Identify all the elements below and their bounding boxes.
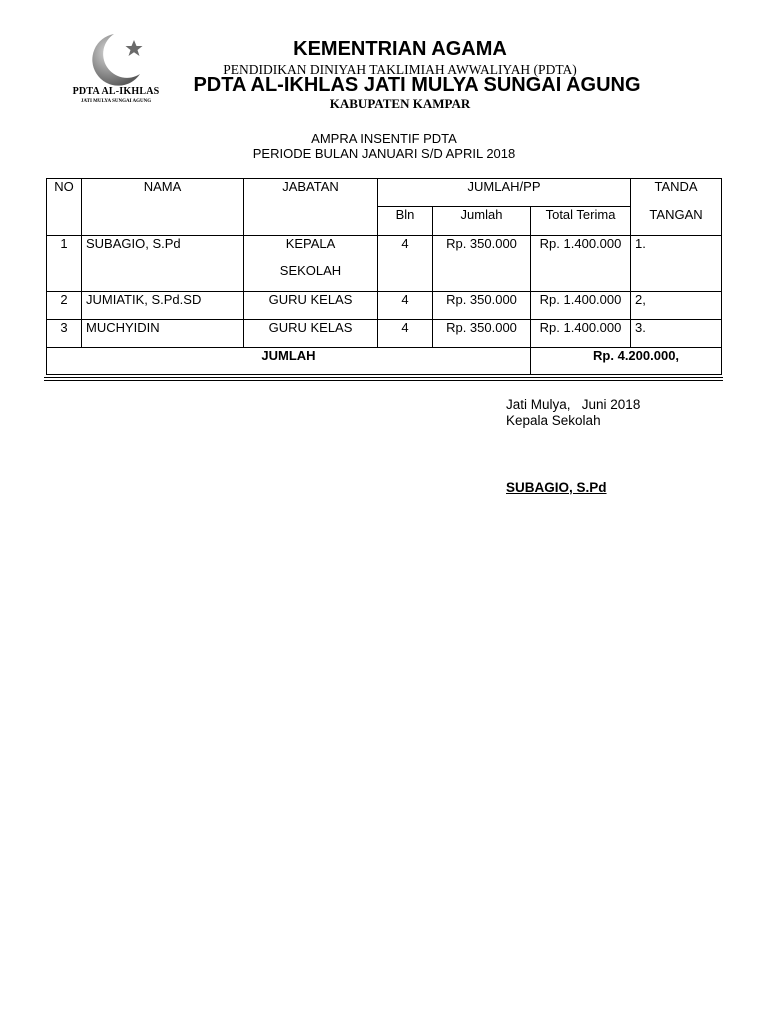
header-jabatan: JABATAN (244, 179, 378, 236)
header-ministry: KEMENTRIAN AGAMA (293, 38, 507, 60)
row-nama: MUCHYIDIN (82, 320, 244, 348)
header-jumlah: Jumlah (433, 207, 531, 236)
row-no: 3 (47, 320, 82, 348)
header-no: NO (47, 179, 82, 236)
row-jabatan-line2: SEKOLAH (279, 263, 342, 278)
row-no: 1 (47, 236, 82, 292)
row-jabatan (244, 236, 378, 292)
signature-place-date: Jati Mulya, Juni 2018 (506, 397, 641, 412)
row-jumlah: Rp. 350.000 (433, 236, 531, 292)
row-nama: SUBAGIO, S.Pd (82, 236, 244, 292)
logo-subtitle: JATI MULYA SUNGAI AGUNG (80, 99, 152, 104)
table-row (47, 236, 722, 292)
incentive-table (46, 178, 722, 375)
row-jabatan: GURU KELAS (244, 320, 378, 348)
row-jumlah: Rp. 350.000 (433, 320, 531, 348)
row-jumlah: Rp. 350.000 (433, 292, 531, 320)
row-no: 2 (47, 292, 82, 320)
header-nama: NAMA (82, 179, 244, 236)
signature-role: Kepala Sekolah (506, 413, 601, 428)
row-bln: 4 (378, 292, 433, 320)
school-logo (62, 32, 170, 108)
row-tanda-tangan: 1. (631, 236, 722, 292)
total-label: JUMLAH (47, 348, 531, 375)
header-regency: KABUPATEN KAMPAR (329, 96, 471, 111)
header-program: PENDIDIKAN DINIYAH TAKLIMIAH AWWALIYAH (PDTA) (223, 62, 577, 77)
table-bottom-rule (44, 377, 723, 381)
table-total-row (47, 348, 722, 375)
row-nama: JUMIATIK, S.Pd.SD (82, 292, 244, 320)
signature-name: SUBAGIO, S.Pd (506, 480, 607, 495)
table-row (47, 320, 722, 348)
table-row (47, 292, 722, 320)
row-total: Rp. 1.400.000 (531, 292, 631, 320)
row-tanda-tangan: 2, (631, 292, 722, 320)
crescent-star-icon (80, 32, 152, 88)
header-school: PDTA AL-IKHLAS JATI MULYA SUNGAI AGUNG (193, 74, 641, 96)
row-bln: 4 (378, 236, 433, 292)
header-jumlah-pp: JUMLAH/PP (378, 179, 631, 207)
row-total: Rp. 1.400.000 (531, 236, 631, 292)
row-total: Rp. 1.400.000 (531, 320, 631, 348)
logo-name: PDTA AL-IKHLAS (72, 86, 160, 97)
header-tanda: TANDA (631, 179, 722, 207)
row-jabatan: GURU KELAS (244, 292, 378, 320)
header-tangan: TANGAN (631, 207, 722, 236)
table-header-row (47, 179, 722, 207)
header-total-terima: Total Terima (531, 207, 631, 236)
document-period: PERIODE BULAN JANUARI S/D APRIL 2018 (252, 146, 516, 161)
row-bln: 4 (378, 320, 433, 348)
row-tanda-tangan: 3. (631, 320, 722, 348)
row-jabatan-line1: KEPALA (285, 236, 336, 251)
total-value: Rp. 4.200.000, (531, 348, 722, 375)
header-bln: Bln (378, 207, 433, 236)
document-title: AMPRA INSENTIF PDTA (311, 131, 457, 146)
